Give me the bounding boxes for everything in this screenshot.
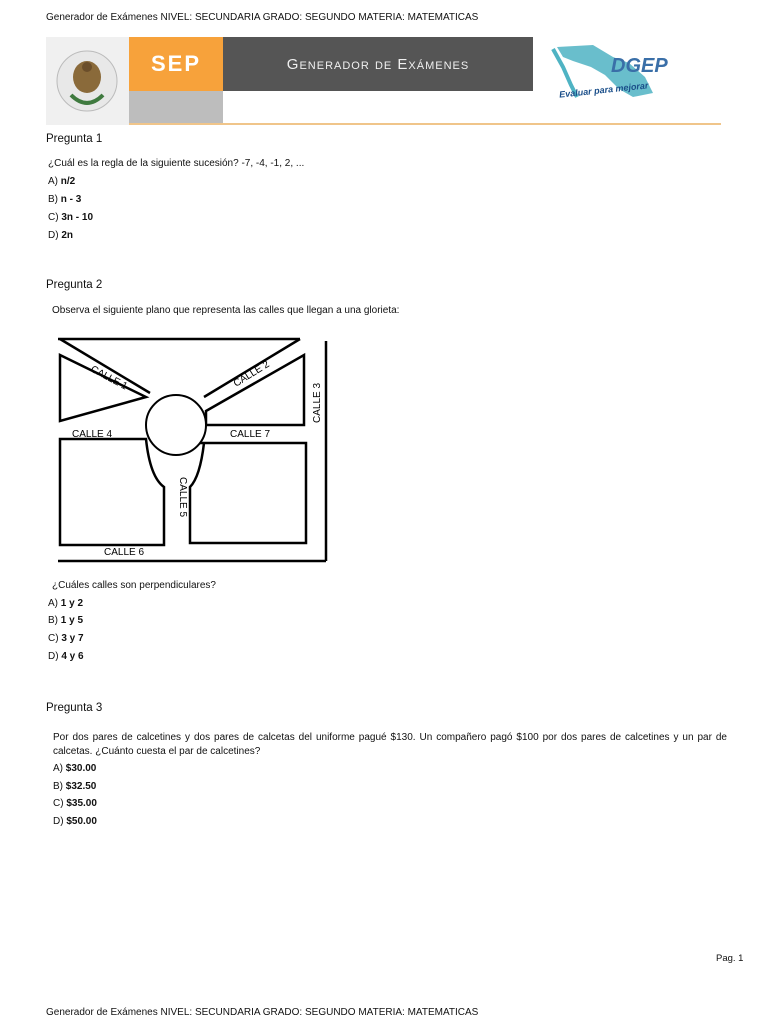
page-footer: Generador de Exámenes NIVEL: SECUNDARIA GRADO: SEGUNDO MATERIA: MATEMATICAS [46,1007,479,1018]
q1-title: Pregunta 1 [46,133,103,145]
sep-logo: SEP [129,37,223,91]
q3-option-d: D) $50.00 [53,816,97,827]
q3-title: Pregunta 3 [46,702,103,714]
street-label-3: CALLE 3 [312,382,323,423]
q2-intro: Observa el siguiente plano que representa las calles que llegan a una glorieta: [52,305,400,316]
q3-option-b: B) $32.50 [53,781,97,792]
q3-option-c: C) $35.00 [53,798,97,809]
street-label-6: CALLE 6 [104,547,145,558]
q1-option-a: A) n/2 [48,176,76,187]
q1-question: ¿Cuál es la regla de la siguiente sucesión? -7, -4, -1, 2, ... [48,158,305,169]
q1-option-b: B) n - 3 [48,194,82,205]
street-label-1: CALLE 1 [88,363,130,393]
q3-option-a: A) $30.00 [53,763,97,774]
page-number: Pag. 1 [716,953,744,964]
q2-option-a: A) 1 y 2 [48,598,84,609]
q2-option-d: D) 4 y 6 [48,651,84,662]
q2-option-b: B) 1 y 5 [48,615,84,626]
street-map [54,337,330,570]
street-label-7: CALLE 7 [230,429,271,440]
banner-title: Generador de Exámenes [223,37,533,91]
q2-title: Pregunta 2 [46,279,103,291]
q2-option-c: C) 3 y 7 [48,633,84,644]
page-header: Generador de Exámenes NIVEL: SECUNDARIA GRADO: SEGUNDO MATERIA: MATEMATICAS [46,12,479,23]
street-label-2: CALLE 2 [231,359,272,390]
street-label-5: CALLE 5 [177,477,188,518]
banner [46,37,721,125]
dgep-wordmark: DGEP [611,55,668,77]
coat-of-arms-logo [46,37,129,125]
q1-option-d: D) 2n [48,230,74,241]
dgep-tagline: Evaluar para mejorar [558,80,649,100]
q3-question: Por dos pares de calcetines y dos pares de calcetas del uniforme pagué $130. Un compañero pagó $100 por dos pares de calcetines y un par de calcetas. ¿Cuánto cuesta el par de calcetines? [53,732,727,757]
q2-question: ¿Cuáles calles son perpendiculares? [52,580,216,591]
q1-option-c: C) 3n - 10 [48,212,94,223]
dgep-logo [533,37,721,125]
street-label-4: CALLE 4 [72,429,113,440]
